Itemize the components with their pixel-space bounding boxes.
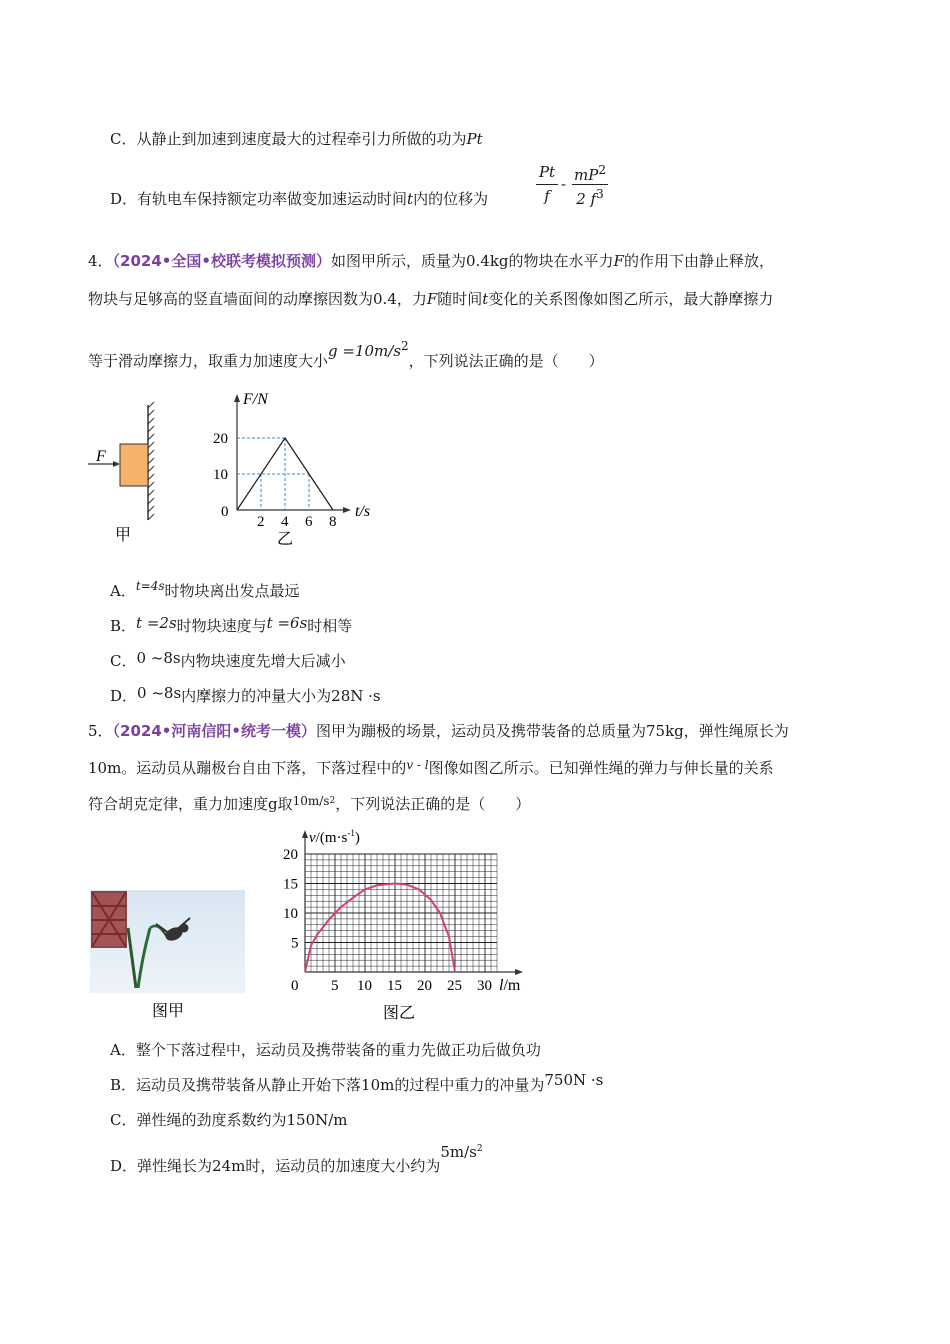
q4-force-time-chart: [205, 386, 385, 551]
question-text: 符合胡克定律，重力加速度g取: [88, 795, 293, 813]
y-tick-label: 10: [283, 906, 298, 922]
fraction-bar: [536, 184, 558, 185]
force-label: F: [96, 448, 106, 465]
math-expr: 10m/s: [292, 794, 330, 808]
q3-option-d: [110, 188, 488, 209]
y-axis-arrow: [234, 394, 240, 402]
x-tick-label: 20: [417, 978, 432, 994]
math-expr: g =10m/s: [328, 342, 402, 360]
option-text: 时相等: [307, 617, 353, 635]
origin-label: 0: [291, 978, 299, 994]
x-axis-arrow: [515, 969, 523, 975]
superscript: 2: [598, 163, 606, 177]
option-math: 0 ~8s: [136, 649, 181, 667]
wall-hatching: [148, 402, 154, 520]
figure-caption: 乙: [277, 531, 294, 548]
q5-option-a: [110, 1039, 541, 1060]
option-text: 运动员及携带装备从静止开始下落10m的过程中重力的冲量为: [136, 1076, 545, 1094]
y-tick-label: 20: [213, 431, 228, 447]
x-tick-label: 6: [305, 514, 313, 530]
q5-line1: [88, 720, 789, 741]
question-text: 如图甲所示，质量为0.4kg的物块在水平力: [330, 252, 614, 270]
grid: [305, 854, 497, 972]
fraction-numerator: mP: [574, 166, 599, 184]
option-letter: B．: [110, 1076, 137, 1094]
option-text: 弹性绳长为24m时，运动员的加速度大小约为: [137, 1157, 441, 1175]
math-var: F: [426, 290, 438, 308]
y-tick-label: 15: [283, 876, 298, 893]
option-letter: C．: [110, 1111, 137, 1129]
superscript: 2: [329, 796, 336, 806]
question-text: 等于滑动摩擦力，取重力加速度大小: [88, 352, 329, 370]
option-math: t =6s: [266, 614, 308, 632]
option-letter: A．: [110, 1041, 136, 1059]
q4-option-c: [110, 650, 346, 671]
option-text: 内摩擦力的冲量大小为: [181, 687, 332, 705]
x-tick-label: 4: [281, 514, 289, 530]
figure-caption: 甲: [115, 527, 132, 544]
option-math: t =2s: [136, 614, 177, 632]
option-math: 750N ·s: [544, 1071, 604, 1089]
q3-option-c: [110, 128, 483, 149]
option-text: 有轨电车保持额定功率做变加速运动时间: [137, 190, 408, 208]
x-tick-label: 25: [447, 978, 462, 994]
superscript: 2: [476, 1144, 483, 1154]
y-axis-label: $v/(m\cdot s^{-1})$: [309, 828, 360, 846]
option-text: 内物块速度先增大后减小: [180, 652, 346, 670]
x-tick-label: 2: [257, 514, 265, 530]
question-text: 变化的关系图像如图乙所示，最大静摩擦力: [488, 290, 774, 308]
q5-option-b: [110, 1071, 604, 1095]
x-axis-label: l/m: [499, 977, 521, 994]
q4-line2: [88, 288, 773, 309]
question-text: 图甲为蹦极的场景，运动员及携带装备的总质量为75kg，弹性绳原长为: [315, 722, 789, 740]
option-text: 整个下落过程中，运动员及携带装备的重力先做正功后做负功: [135, 1041, 541, 1059]
question-text: ，下列说法正确的是（ ）: [335, 795, 531, 813]
fraction-numerator: Pt: [538, 163, 556, 181]
x-tick-label: 8: [329, 514, 337, 530]
fraction-denominator: 2 f: [576, 190, 597, 208]
q5-line3: [88, 793, 530, 814]
q5-velocity-length-chart: [275, 826, 535, 1026]
y-tick-label: 20: [283, 847, 298, 863]
dashed-guides: [237, 438, 309, 510]
figure-caption: 图乙: [383, 1005, 416, 1022]
q4-option-a: [110, 580, 300, 601]
y-tick-label: 5: [291, 935, 299, 952]
x-tick-label: 5: [331, 978, 339, 994]
q5-option-d: [110, 1143, 483, 1176]
option-letter: C．: [110, 652, 137, 670]
q4-option-d: [110, 685, 381, 706]
option-text: 时物块离出发点最远: [164, 582, 300, 600]
x-tick-label: 10: [357, 978, 372, 994]
q4-figure-block-wall: [88, 400, 168, 550]
tick-labels: [213, 431, 337, 530]
question-text: 图像如图乙所示。已知弹性绳的弹力与伸长量的关系: [428, 759, 774, 777]
option-letter: D．: [110, 687, 138, 705]
source-tag: （2024•全国•校联考模拟预测）: [112, 252, 331, 270]
force-arrow-head: [113, 461, 120, 467]
option-letter: D．: [110, 1157, 138, 1175]
option-math: 28N ·s: [331, 687, 381, 705]
question-text: ，下列说法正确的是（ ）: [408, 352, 604, 370]
x-tick-label: 15: [387, 978, 402, 994]
source-tag: （2024•河南信阳•统考一模）: [112, 722, 316, 740]
q4-line1: [88, 250, 774, 271]
question-text: 物块与足够高的竖直墙面间的动摩擦因数为0.4，力: [88, 290, 427, 308]
origin-label: 0: [221, 504, 229, 520]
option-text: 时物块速度与: [176, 617, 267, 635]
option-letter: B．: [110, 617, 137, 635]
x-axis-arrow: [343, 507, 351, 513]
superscript: 2: [401, 339, 409, 353]
option-math: t=4s: [135, 579, 165, 593]
q5-bungee-photo: [90, 888, 248, 1020]
option-text: 内的位移为: [413, 190, 489, 208]
question-text: 随时间: [437, 290, 483, 308]
math-expr: v - l: [406, 758, 429, 772]
option-letter: C．: [110, 130, 137, 148]
question-number: 5．: [88, 722, 113, 740]
block: [120, 444, 148, 486]
platform-tower: [92, 892, 126, 947]
q4-option-b: [110, 615, 352, 636]
q5-option-c: [110, 1109, 348, 1130]
math-var: F: [613, 252, 624, 270]
y-axis-arrow: [302, 830, 308, 838]
option-math: t: [407, 190, 414, 208]
x-axis-label: t/s: [355, 503, 371, 520]
y-tick-label: 10: [213, 467, 228, 483]
superscript: 3: [596, 187, 604, 201]
fraction-bar: [572, 184, 608, 185]
question-text: 的作用下由静止释放，: [623, 252, 774, 270]
option-math: 5m/s: [440, 1143, 477, 1161]
question-text: 10m。运动员从蹦极台自由下落，下落过程中的: [88, 759, 407, 777]
option-text: 弹性绳的劲度系数约为150N/m: [136, 1111, 348, 1129]
q5-line2: [88, 757, 774, 778]
option-text: 从静止到加速到速度最大的过程牵引力所做的功为: [136, 130, 467, 148]
option-math: 0 ~8s: [137, 684, 182, 702]
series-curve: [305, 884, 455, 973]
question-number: 4．: [88, 252, 113, 270]
q4-line3: [88, 339, 604, 371]
math-var: t: [482, 290, 489, 308]
option-letter: D．: [110, 190, 138, 208]
fraction-denominator: f: [544, 187, 550, 205]
option-letter: A．: [110, 582, 136, 600]
minus-sign: -: [561, 175, 567, 193]
x-tick-label: 30: [477, 978, 492, 994]
option-math: Pt: [466, 130, 483, 148]
y-axis-label: F/N: [243, 391, 268, 408]
figure-caption: 图甲: [152, 1003, 185, 1020]
